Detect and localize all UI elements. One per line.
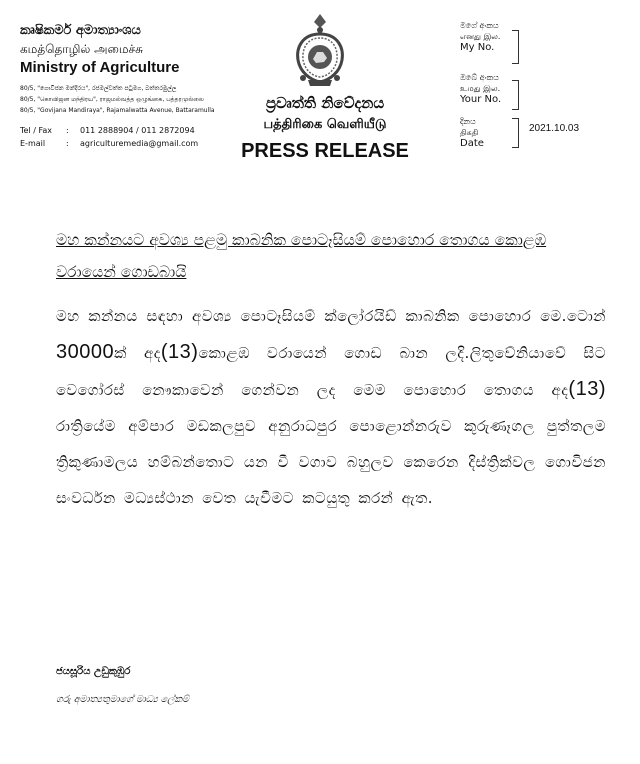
- signature-title: ගරු අමාත්‍යතුමාගේ මාධ්‍ය ලේකම්: [56, 694, 189, 705]
- press-release-title-english: PRESS RELEASE: [241, 140, 409, 162]
- my-number-english: My No.: [460, 42, 495, 53]
- body-number-date-1: (13): [160, 341, 199, 363]
- body-paragraph: [56, 298, 606, 516]
- ministry-name-english: Ministry of Agriculture: [20, 59, 180, 76]
- date-sinhala: දිනය: [460, 117, 476, 126]
- your-number-sinhala: ඔබේ අංකය: [460, 73, 499, 82]
- ministry-address-tamil: 80/5, "கொவிஜன மந்திரய", ராஜமல்வத்த ஒழுங்கை, பத்தரமுல்லை: [20, 96, 204, 103]
- date-tamil: திகதி: [460, 128, 479, 137]
- my-number-tamil: எனது இல.: [460, 32, 501, 41]
- ministry-header: [20, 22, 220, 116]
- email-label: E-mail: [20, 139, 46, 148]
- tel-row: [20, 124, 198, 137]
- body-number-date-2: (13): [568, 378, 606, 400]
- date-value: 2021.10.03: [529, 123, 580, 134]
- date-english: Date: [460, 138, 484, 149]
- ministry-address-english: 80/5, "Govijana Mandiraya", Rajamalwatta Avenue, Battaramulla: [20, 107, 215, 114]
- ministry-name-tamil: கமத்தொழில் அமைச்சு: [20, 42, 143, 56]
- body-number-tonnage: 30000: [56, 341, 115, 363]
- email-row: [20, 137, 198, 150]
- press-release-title-tamil: பத்திரிகை வெளியீடு: [263, 117, 387, 132]
- body-part-3: කොළඹ වරායෙන් ගොඩ බාන ලදි.ලිතුවේනියාවේ සිට වෙගෝරස් නෞකාවෙන් ගෙන්වන ලද මෙම පොහොර තොගය අද: [56, 344, 606, 399]
- your-number-english: Your No.: [460, 94, 502, 105]
- body-part-2: ක් අද: [114, 344, 161, 362]
- tel-colon: :: [66, 126, 69, 135]
- my-number-sinhala: මගේ අංකය: [460, 21, 499, 30]
- body-part-1: මහ කන්නය සඳහා අවශ්‍ය පොටෑසියම් ක්ලෝරයිඩ් කාබනික පොහොර මෙ.ටොන්: [56, 307, 606, 325]
- date-label: [460, 116, 484, 149]
- your-number-tamil: உமது இல.: [460, 84, 501, 93]
- email-colon: :: [66, 139, 69, 148]
- headline: මහ කන්නයට අවශ්‍ය පළමු කාබනික පොටෑසියම් පොහොර තොගය කොළඹ වරායෙන් ගොඩබායි: [56, 231, 547, 281]
- my-number-label: [460, 20, 500, 53]
- your-number-label: [460, 72, 501, 105]
- signature-name: ජයසූරිය උඩුකුඹුර: [56, 666, 131, 677]
- press-release-title-sinhala: ප්‍රවෘත්ති නිවේදනය: [265, 94, 385, 112]
- date-bracket: [512, 118, 519, 148]
- tel-value: 011 2888904 / 011 2872094: [80, 126, 195, 135]
- ministry-address-sinhala: 80/5, "ගොවිජන මන්දිරය", රජමල්වත්ත පටුමග, බත්තරමුල්ල: [20, 85, 177, 92]
- your-number-bracket: [512, 80, 519, 110]
- sri-lanka-emblem-icon: [290, 10, 350, 90]
- ministry-contact: [20, 124, 198, 150]
- email-value: agriculturemedia@gmail.com: [80, 139, 199, 148]
- press-release-titles: [240, 92, 410, 164]
- my-number-bracket: [512, 30, 519, 64]
- ministry-name-sinhala: කෘෂිකර්ම අමාත්‍යාංශය: [20, 23, 141, 38]
- body-part-4: රාත්‍රියේම අම්පාර මඩකලපුව අනුරාධපුර පොළොන්නරුව කුරුණෑගල පුත්තලම ත්‍රිකුණාමලය හම්බන්තොට යන වී වගාව බහුලව කෙරෙන දිස්ත්‍රික්වල ගොවිජන සංවර්ධන මධ්‍යස්ථාන වෙත යැවීමට කටයුතු කරන් ඇත.: [56, 417, 606, 507]
- tel-label: Tel / Fax: [20, 126, 52, 135]
